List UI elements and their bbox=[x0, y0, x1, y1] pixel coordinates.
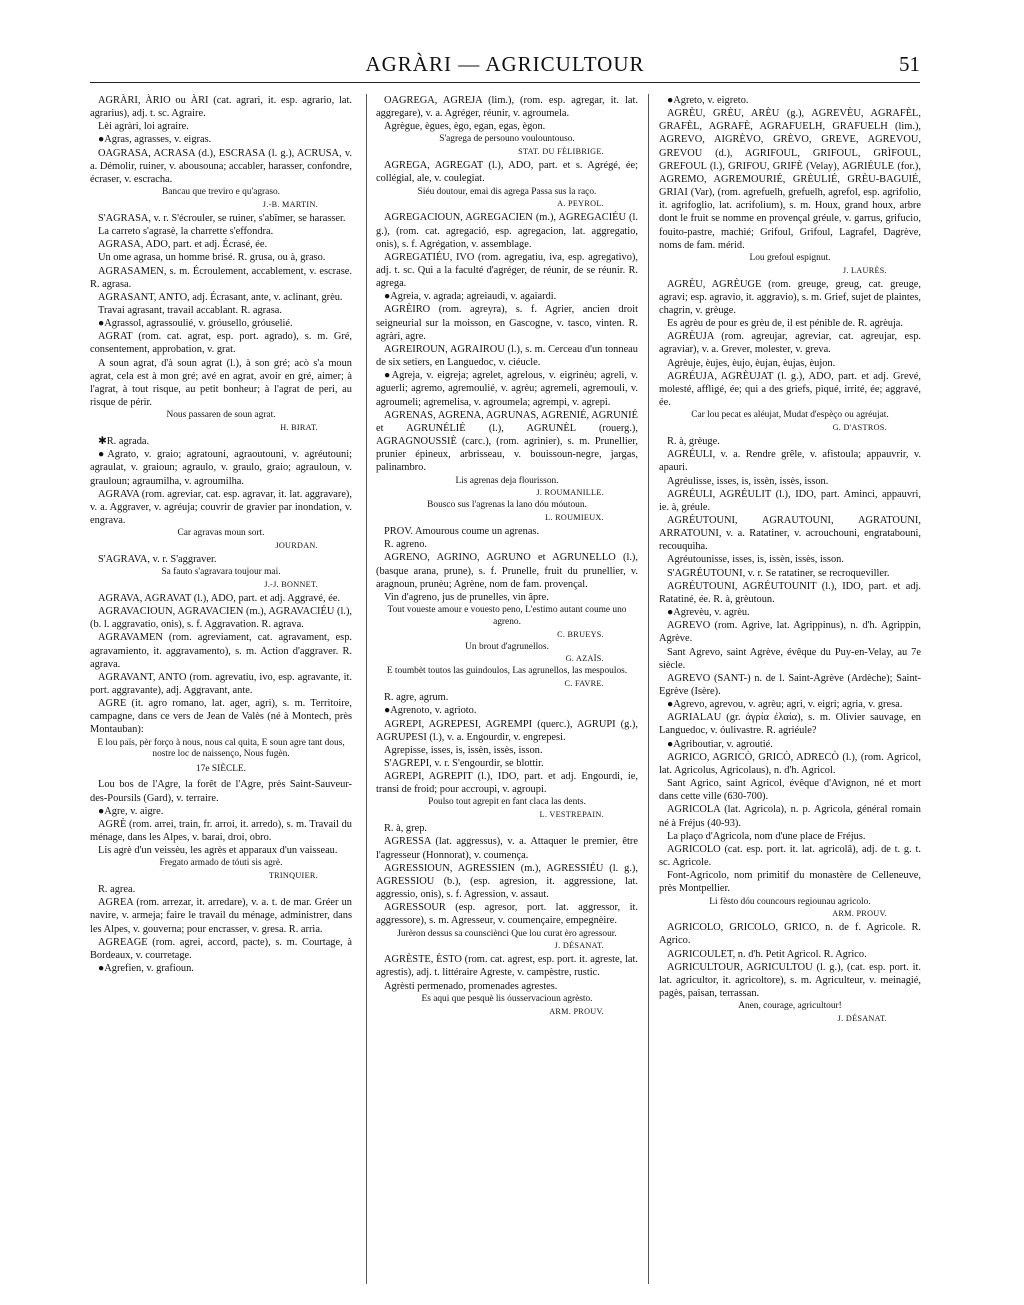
dictionary-entry: A soun agrat, d'à soun agrat (l.), à son gré; acò s'a moun agrat, cela est à mon gré; avé en agrat, avoir en gré, aimer; à l'agrat, à tout risque, au petit bonheur; à l'agrat de peri, au risque de périr. bbox=[90, 357, 352, 409]
dictionary-entry: R. à, grep. bbox=[384, 823, 427, 835]
dictionary-entry: R. agrea. bbox=[98, 884, 136, 896]
citation-quote: Tout voueste amour e vouesto peno, L'estimo autant coume uno agreno. bbox=[387, 605, 627, 627]
dictionary-entry: ●Agre, v. aigre. bbox=[98, 805, 164, 817]
dictionary-entry: AGREA (rom. arrezar, it. arredare), v. a. t. de mar. Gréer un navire, v. armeja; faire le travail du ménage, administrer, dans les Alpes, v. gouverna; pour encrasser, v. gresa. R. arria. bbox=[90, 897, 352, 935]
citation-author: TRINQUIER. bbox=[268, 871, 318, 881]
dictionary-entry: Agrègue, ègues, ègo, egan, egas, ègon. bbox=[384, 121, 546, 133]
citation-author: ARM. PROUV. bbox=[549, 1006, 604, 1016]
citation-quote: Bousco sus l'agrenas la lano dóu móutoun. bbox=[427, 500, 587, 511]
dictionary-entry: AGRÀRI, ÀRIO ou ÀRI (cat. agrari, it. esp. agrario, lat. agrarius), adj. t. sc. Agraire. bbox=[90, 95, 352, 120]
citation-author: G. AZAÏS. bbox=[565, 654, 604, 664]
dictionary-entry: AGRESSIOUN, AGRESSIEN (m.), AGRESSIÉU (l. g.), AGRESSIOU (b.), (esp. agresion, it. aggressione, lat. aggressio, onis), s. f. Agression, v. assaut. bbox=[376, 862, 638, 901]
dictionary-entry: AGREVO (rom. Agrive, lat. Agrippinus), n. d'h. Agrippin, Agrève. bbox=[659, 620, 921, 645]
dictionary-entry: R. agreno. bbox=[384, 539, 427, 551]
citation-author: A. PEYROL. bbox=[557, 199, 604, 209]
citation-quote: Car lou pecat es aléujat, Mudat d'espèço ou agréujat. bbox=[691, 410, 889, 421]
running-head bbox=[90, 52, 920, 83]
citation-author: J.-J. BONNET. bbox=[264, 579, 318, 589]
citation-quote: Jurèron dessus sa counsciènci Que lou curat èro agressour. bbox=[397, 928, 617, 939]
dictionary-entry: AGRÉULI, AGRÉULIT (l.), IDO, part. Aminci, appauvri, ie. à, gréule. bbox=[659, 488, 921, 513]
dictionary-entry: OAGREGA, AGREJA (lim.), (rom. esp. agregar, it. lat. aggregare), v. a. Agréger, réunir, v. agroumela. bbox=[376, 95, 638, 120]
column-1 bbox=[90, 94, 352, 975]
dictionary-entry: ●Agras, agrasses, v. eigras. bbox=[98, 134, 212, 146]
citation-quote: Nous passaren de soun agrat. bbox=[166, 410, 276, 421]
dictionary-entry: AGREPI, AGREPIT (l.), IDO, part. et adj. Engourdi, ie, transi de froid; pour accroupi, v. agroupi. bbox=[376, 771, 638, 796]
dictionary-entry: AGREAGE (rom. agrei, accord, pacte), s. m. Courtage, à Bordeaux, v. courretage. bbox=[90, 936, 352, 961]
citation-quote: Un brout d'agrunellos. bbox=[465, 641, 549, 652]
citation-author: C. FAVRE. bbox=[564, 679, 604, 689]
dictionary-entry: AGREIROUN, AGRAIROU (l.), s. m. Cerceau d'un tonneau de six setiers, en Languedoc, v. ciéucle. bbox=[376, 343, 638, 369]
dictionary-entry: OAGRASA, ACRASA (d.), ESCRASA (l. g.), ACRUSA, v. a. Démolir, ruiner, v. abousouna; accabler, harasser, confondre, écraser, v. escracha. bbox=[90, 147, 352, 185]
dictionary-entry: La carreto s'agrasè, la charrette s'effondra. bbox=[98, 226, 274, 238]
column-rule-left bbox=[366, 94, 367, 1284]
dictionary-entry: Agréulisse, isses, is, issèn, issès, isson. bbox=[667, 475, 829, 487]
column-rule-right bbox=[648, 94, 649, 1284]
dictionary-entry: Font-Agricolo, nom primitif du monastère de Celleneuve, près Montpellier. bbox=[659, 870, 921, 895]
page-title: AGRÀRI — AGRICULTOUR bbox=[365, 52, 645, 76]
dictionary-entry: AGRAVA, AGRAVAT (l.), ADO, part. et adj. Aggravé, ée. bbox=[98, 592, 341, 604]
dictionary-entry: PROV. Amourous coume un agrenas. bbox=[384, 526, 540, 538]
dictionary-entry: AGRICO, AGRICÒ, GRICÒ, ADRECÒ (l.), (rom. Agricol, lat. Agricolus, Agricolaus), n. d'h. Agricol. bbox=[659, 751, 921, 776]
citation-author: STAT. DU FÉLIBRIGE. bbox=[518, 147, 604, 157]
dictionary-entry: AGRIALAU (gr. ἀγρία ἐλαία), s. m. Olivier sauvage, en Languedoc, v. óulivastre. R. agriéule? bbox=[659, 712, 921, 737]
citation-quote: Es aqui que pesquè lis óusservacioun agrèsto. bbox=[421, 993, 593, 1004]
dictionary-entry: AGRÈU, AGRÈUGE (rom. greuge, greug, cat. greuge, agravi; esp. agravio, it. aggravio), s. m. Grief, sujet de plaintes, chagrin, v. grèuge. bbox=[659, 278, 921, 316]
dictionary-entry: AGRÉUTOUNI, AGRÉUTOUNIT (l.), IDO, part. et adj. Ratatiné, ée. R. à, grèutoun. bbox=[659, 580, 921, 605]
dictionary-entry: La plaço d'Agricola, nom d'une place de Fréjus. bbox=[667, 830, 866, 842]
dictionary-entry: ●Agrato, v. graio; agratouni, agraoutouni, v. agréutouni; agraulat, v. graioun; agraulo, v. graulo, graio; agrauloun, v. grauloun; agraumilha, v. agroumilha. bbox=[90, 449, 352, 487]
citation-author: J. DÉSANAT. bbox=[554, 941, 604, 951]
dictionary-entry: Sant Agrico, saint Agricol, évêque d'Avignon, né et mort dans cette ville (630-700). bbox=[659, 778, 921, 803]
citation-quote: Car agravas moun sort. bbox=[177, 528, 265, 539]
dictionary-entry: AGRASANT, ANTO, adj. Écrasant, ante, v. aclinant, grèu. bbox=[98, 291, 343, 303]
dictionary-entry: AGRÉULI, v. a. Rendre grêle, v. afistoula; appauvrir, v. apauri. bbox=[659, 449, 921, 474]
citation-quote: Fregato armado de tóuti sis agrè. bbox=[159, 858, 283, 869]
citation-author: L. ROUMIEUX. bbox=[545, 513, 604, 523]
citation-author: J. LAURÈS. bbox=[842, 265, 887, 275]
dictionary-entry: AGRÈU, GRÈU, ARÈU (g.), AGREVÈU, AGRAFÈL, GRAFÈL, AGRAFÈ, AGRAFUELH, GRAFUELH (lim.), AGREVO, AIGRÈVO, GRÈVO, GREVE, AGREVOU, GREVOU (d.), AGRIFOUL, GRIFOUL, GRÌFOUL, GREFOUL (l.), GRIFOU, GRIFÈ (Velay), AGRIÉULE (for.), AGREMO, AGREMOURIÉ, GRÈULIÉ, GRÈU-BAGUIÉ, GRIAI (Var), (rom. agrefuelh, grefuelh, agrefol, esp. agrifolio, it. agrifoglio, lat. acrifolium), s. m. Houx, grand houx, arbre dont le fruit se nomme en provençal gréule, v. garrus, grifucio, fouito-pastre, machié; Grifoul, Grifoul, Lagrafel, Dagrève, noms de fam. mérid. bbox=[659, 108, 921, 251]
dictionary-entry: Lou bos de l'Agre, la forêt de l'Agre, près Saint-Sauveur-des-Poursils (Gard), v. terraire. bbox=[90, 779, 352, 804]
dictionary-entry: AGRAVANT, ANTO (rom. agrevatiu, ivo, esp. agravante, it. port. aggravante), adj. Aggravant, ante. bbox=[90, 671, 352, 696]
citation-quote: E lou païs, pèr forço à nous, nous cal quita, E soun agre tant dous, nostre loc de naissenço, Nous fugèn. bbox=[97, 737, 345, 760]
dictionary-entry: AGRÈSTE, ÈSTO (rom. cat. agrest, esp. port. it. agreste, lat. agrestis), adj. t. littéraire Agreste, v. campèstre, rustic. bbox=[376, 954, 638, 979]
dictionary-entry: R. à, grèuge. bbox=[667, 436, 720, 448]
dictionary-entry: Es agrèu de pour es grèu de, il est pénible de. R. agrèuja. bbox=[667, 318, 904, 330]
dictionary-entry: Agrepisse, isses, is, issèn, issès, isson. bbox=[384, 744, 543, 756]
section-label: 17e SIÈCLE. bbox=[196, 764, 246, 775]
citation-quote: Li fèsto dóu councours regiounau agricolo. bbox=[709, 896, 871, 907]
dictionary-entry: Lèi agràri, loi agraire. bbox=[98, 121, 189, 133]
page-number: 51 bbox=[899, 52, 920, 76]
citation-quote: Siéu doutour, emai dis agrega Passa sus la raço. bbox=[417, 186, 597, 197]
dictionary-entry: Travai agrasant, travail accablant. R. agrasa. bbox=[98, 304, 282, 316]
dictionary-entry: S'AGRASA, v. r. S'écrouler, se ruiner, s'abîmer, se harasser. bbox=[98, 212, 346, 224]
dictionary-entry: AGRASAMEN, s. m. Écroulement, accablement, v. escrase. R. agrasa. bbox=[90, 265, 352, 290]
dictionary-entry: AGRESSOUR (esp. agresor, port. lat. aggressor, it. aggressore), s. m. Agresseur, v. coumençaire, empegnèire. bbox=[376, 902, 638, 927]
dictionary-entry: AGRICOULET, n. d'h. Petit Agricol. R. Agrico. bbox=[667, 948, 867, 960]
citation-author: G. D'ASTROS. bbox=[832, 423, 887, 433]
dictionary-entry: AGRE (it. agro romano, lat. ager, agri), s. m. Territoire, campagne, dans ce vers de Jean de Valès (né à Montech, près Montauban): bbox=[90, 698, 352, 736]
dictionary-entry: AGRENO, AGRINO, AGRUNO et AGRUNELLO (l.), (basque arana, prune), s. f. Prunelle, fruit du prunellier, v. aragnoun, prunèu; Agrène, nom de fam. provençal. bbox=[376, 552, 638, 590]
dictionary-entry: ●Agreja, v. eigreja; agrelet, agrelous, v. eigrinèu; agreli, v. aguerli; agremo, agremoulié, v. agrèu; agremeli, agremouli, v. agroumeli; agremelisa, v. agroumela; agrempi, v. agrepi. bbox=[376, 370, 638, 408]
dictionary-entry: AGRENAS, AGRENA, AGRUNAS, AGRENIÉ, AGRUNIÉ et AGRUNÉLIÉ (l.), AGRUNÈL (rouerg.), AGRAGNOUSSIÈ (carc.), (rom. agrinier), s. m. Prunellier, prunier épineux, arbrisseau, v. bouissoun-negre, jargas, palinambro. bbox=[376, 409, 638, 474]
dictionary-entry: AGREGATIÉU, IVO (rom. agregatiu, iva, esp. agregativo), adj. t. sc. Qui a la faculté d'agréger, de réunir, de se réunir. R. agrega. bbox=[376, 251, 638, 290]
citation-author: J. DÉSANAT. bbox=[837, 1014, 887, 1024]
citation-quote: Poulso tout agrepit en fant claca las dents. bbox=[428, 797, 586, 808]
dictionary-entry: ●Agriboutiar, v. agroutié. bbox=[667, 738, 773, 750]
dictionary-entry: AGRESSA (lat. aggressus), v. a. Attaquer le premier, être l'agresseur (Honnorat), v. coumença. bbox=[376, 836, 638, 861]
dictionary-entry: ●Agreia, v. agrada; agreiaudi, v. agaiardi. bbox=[384, 291, 557, 303]
dictionary-entry: AGRICOLO, GRICOLO, GRICO, n. de f. Agricole. R. Agrico. bbox=[659, 922, 921, 947]
dictionary-entry: S'AGREPI, v. r. S'engourdir, se blottir. bbox=[384, 758, 544, 769]
citation-quote: Lou grefoul espignut. bbox=[749, 252, 831, 263]
dictionary-entry: AGRÉUTOUNI, AGRAUTOUNI, AGRATOUNI, ARRATOUNI, v. a. Ratatiner, v. acrouchouni, engratabouni, recouquiha. bbox=[659, 514, 921, 553]
dictionary-entry: AGRÈ (rom. arrei, train, fr. arroi, it. arredo), s. m. Travail du ménage, dans les Alpes, v. barai, droi, obro. bbox=[90, 818, 352, 843]
dictionary-entry: Agrèuje, èujes, èujo, èujan, èujas, èujon. bbox=[667, 357, 836, 369]
dictionary-entry: Un ome agrasa, un homme brisé. R. grusa, ou à, graso. bbox=[98, 252, 326, 264]
dictionary-entry: ●Agrassol, agrassoulié, v. gróusello, gróuselié. bbox=[98, 318, 293, 330]
dictionary-entry: ✱R. agrada. bbox=[98, 436, 150, 448]
dictionary-entry: AGRICOLO (cat. esp. port. it. lat. agricolâ), adj. de t. g. t. sc. Agricole. bbox=[659, 843, 921, 869]
dictionary-entry: AGRÈIRO (rom. agreyra), s. f. Agrier, ancien droit seigneurial sur la moisson, en Gascogne, v. tasco, vinten. R. agràri, agre. bbox=[376, 304, 638, 342]
dictionary-entry: AGRAVACIOUN, AGRAVACIEN (m.), AGRAVACIÉU (l.), (b. l. aggravatio, onis), s. f. Aggravation. R. agrava. bbox=[90, 606, 352, 631]
citation-author: J.-B. MARTIN. bbox=[262, 199, 318, 209]
dictionary-entry: AGRICOLA (lat. Agricola), n. p. Agricola, général romain né à Fréjus (40-93). bbox=[659, 804, 921, 829]
dictionary-entry: ●Agreto, v. eigreto. bbox=[667, 95, 749, 106]
dictionary-entry: Sant Agrevo, saint Agrève, évêque du Puy-en-Velay, au 7e siècle. bbox=[659, 646, 921, 671]
dictionary-entry: AGRASA, ADO, part. et adj. Écrasé, ée. bbox=[98, 239, 268, 251]
citation-author: C. BRUEYS. bbox=[557, 629, 604, 639]
citation-author: H. BIRAT. bbox=[280, 423, 318, 433]
citation-author: J. ROUMANILLE. bbox=[536, 488, 604, 498]
dictionary-entry: AGRAT (rom. cat. agrat, esp. port. agrado), s. m. Gré, consentement, approbation, v. grat. bbox=[90, 331, 352, 356]
dictionary-entry: ●Agrefien, v. grafioun. bbox=[98, 963, 194, 975]
dictionary-entry: AGREGACIOUN, AGREGACIEN (m.), AGREGACIÉU (l. g.), (rom. cat. agregació, esp. agregacion, lat. aggregatio, onis), s. f. Agrégation, v. assemblage. bbox=[376, 212, 638, 250]
citation-quote: Bancau que treviro e qu'agraso. bbox=[161, 187, 281, 198]
dictionary-entry: AGREPI, AGREPESI, AGREMPI (querc.), AGRUPI (g.), AGRUPESI (l.), v. a. Engourdir, v. engrepesi. bbox=[376, 718, 638, 743]
citation-quote: E toumbèt toutos las guindoulos, Las agrunellos, las mespoulos. bbox=[386, 666, 628, 677]
column-2 bbox=[376, 94, 638, 1019]
dictionary-entry: S'AGRAVA, v. r. S'aggraver. bbox=[98, 553, 217, 565]
dictionary-entry: AGRÉUJA, AGRÈUJAT (l. g.), ADO, part. et adj. Grevé, molesté, affligé, ée; qui a des griefs, piqué, irrité, ée; aggravé, ée. bbox=[659, 370, 921, 409]
dictionary-entry: AGRICULTOUR, AGRICULTOU (l. g.), (cat. esp. port. it. lat. agricultor, it. agricoltore), s. m. Agriculteur, v. meinagié, pagès, paisan, terrassan. bbox=[659, 961, 921, 1000]
citation-quote: Anen, courage, agricultour! bbox=[738, 1001, 842, 1012]
dictionary-entry: Lis agrè d'un veissèu, les agrès et apparaux d'un vaisseau. bbox=[98, 845, 338, 857]
dictionary-entry: AGRAVAMEN (rom. agreviament, cat. agravament, esp. agravamiento, it. aggravamento), s. m. Action d'aggraver. R. agrava. bbox=[90, 632, 352, 670]
dictionary-entry: ●Agrevo, agrevou, v. agrèu; agri, v. eigri; agria, v. gresa. bbox=[667, 699, 903, 711]
dictionary-entry: ●Agrenoto, v. agrioto. bbox=[384, 705, 477, 717]
column-3 bbox=[659, 94, 921, 1026]
citation-author: L. VESTREPAIN. bbox=[539, 810, 604, 820]
dictionary-entry: ●Agrevèu, v. agrèu. bbox=[667, 607, 750, 619]
dictionary-entry: AGRAVA (rom. agreviar, cat. esp. agravar, it. lat. aggravare), v. a. Aggraver, v. agréuja; couvrir de gravier par inondation, v. engrava. bbox=[90, 488, 352, 526]
dictionary-entry: Vin d'agreno, jus de prunelles, vin âpre. bbox=[384, 591, 549, 603]
dictionary-entry: Agrèsti permenado, promenades agrestes. bbox=[384, 980, 558, 992]
dictionary-entry: AGREGA, AGREGAT (l.), ADO, part. et s. Agrégé, ée; collégial, ale, v. coulegiat. bbox=[376, 160, 638, 185]
citation-quote: Sa fauto s'agravara toujour mai. bbox=[161, 567, 281, 578]
dictionary-entry: Agréutounisse, isses, is, issèn, issès, isson. bbox=[667, 554, 844, 566]
citation-quote: S'agrega de persouno voulountouso. bbox=[439, 134, 575, 145]
citation-quote: Lis agrenas deja flourisson. bbox=[455, 475, 559, 486]
dictionary-entry: R. agre, agrum. bbox=[384, 692, 449, 704]
dictionary-entry: AGREVO (SANT-) n. de l. Saint-Agrève (Ardèche); Saint-Egrève (Isère). bbox=[659, 672, 921, 697]
dictionary-entry: AGRÈUJA (rom. agreujar, agreviar, cat. agreujar, esp. agraviar), v. a. Grever, molester, v. greva. bbox=[659, 331, 921, 356]
citation-author: JOURDAN. bbox=[275, 540, 318, 550]
citation-author: ARM. PROUV. bbox=[832, 909, 887, 919]
dictionary-entry: S'AGRÉUTOUNI, v. r. Se ratatiner, se recroqueviller. bbox=[667, 567, 890, 579]
